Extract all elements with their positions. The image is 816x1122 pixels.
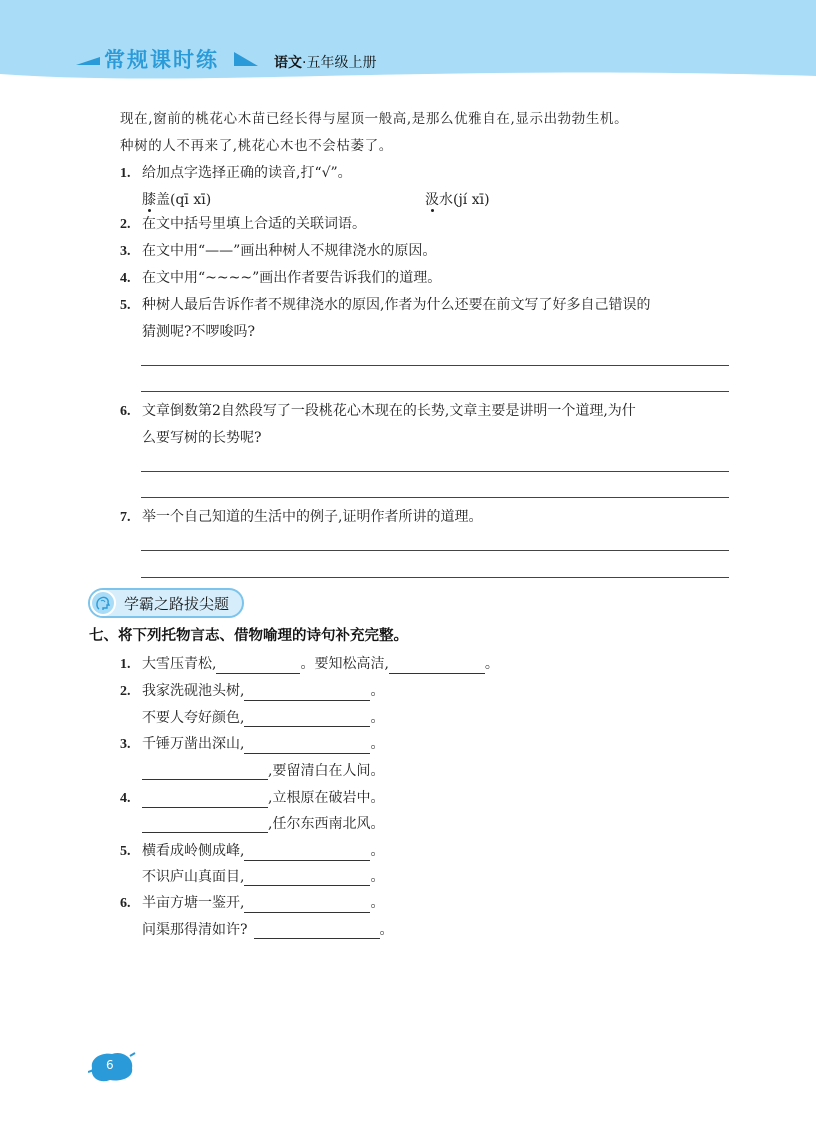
answer-line[interactable] — [141, 471, 729, 472]
poem-text: 。 — [484, 656, 499, 672]
poem-text: 。 — [370, 869, 385, 885]
fill-blank[interactable] — [389, 657, 485, 674]
fill-blank[interactable] — [142, 816, 268, 833]
brand-title: 常规课时练 — [104, 47, 219, 72]
badge-label: 学霸之路拔尖题 — [124, 595, 230, 613]
poem-text: 不要人夸好颜色, — [142, 710, 245, 726]
fill-blank[interactable] — [142, 791, 268, 808]
poem-text: 。 — [370, 895, 385, 911]
poem-text: 问渠那得清如许? — [142, 922, 248, 938]
question-text: 文章倒数第2自然段写了一段桃花心木现在的长势,文章主要是讲明一个道理,为什 — [142, 403, 636, 419]
poem-text: 我家洗砚池头树, — [142, 683, 245, 699]
brand-right-triangle — [234, 52, 258, 66]
question-1-option-b — [425, 191, 490, 209]
answer-line[interactable] — [141, 365, 729, 366]
item-number: 6. — [120, 896, 131, 911]
subject-name: 语文 — [274, 55, 302, 71]
item-number: 3. — [120, 737, 131, 752]
poem-text: 大雪压青松, — [142, 656, 217, 672]
grade-name: ·五年级上册 — [302, 55, 377, 71]
question-1 — [120, 164, 352, 183]
question-text: 在文中括号里填上合适的关联词语。 — [142, 216, 366, 232]
question-5 — [120, 296, 650, 315]
question-text: 在文中用“——”画出种树人不规律浇水的原因。 — [142, 243, 437, 259]
fill-blank[interactable] — [244, 896, 370, 913]
section-7-title: 七、将下列托物言志、借物喻理的诗句补充完整。 — [89, 628, 408, 644]
item-number: 2. — [120, 684, 131, 699]
question-3 — [120, 242, 436, 261]
poem-3a — [120, 735, 384, 754]
poem-text: 横看成岭侧成峰, — [142, 843, 245, 859]
passage-line-1: 现在,窗前的桃花心木苗已经长得与屋顶一般高,是那么优雅自在,显示出勃勃生机。 — [120, 111, 629, 127]
question-number: 5. — [120, 298, 131, 313]
fill-blank[interactable] — [254, 922, 380, 939]
question-text: 给加点字选择正确的读音,打“√”。 — [142, 165, 352, 181]
poem-3b — [142, 762, 384, 780]
item-number: 5. — [120, 844, 131, 859]
poem-text: 不识庐山真面目, — [142, 869, 245, 885]
poem-text: 。 — [370, 683, 385, 699]
question-6-cont: 么要写树的长势呢? — [142, 430, 262, 446]
poem-text: 。 — [379, 922, 394, 938]
poem-6b — [142, 921, 394, 939]
answer-line[interactable] — [141, 550, 729, 551]
question-text: 举一个自己知道的生活中的例子,证明作者所讲的道理。 — [142, 509, 483, 525]
page-number: 6 — [106, 1058, 114, 1072]
poem-text: 。 — [370, 843, 385, 859]
poem-text: 。要知松高洁, — [300, 656, 389, 672]
poem-text: ,要留清白在人间。 — [268, 763, 385, 779]
dotted-char: 汲 — [425, 192, 439, 208]
item-number: 4. — [120, 791, 131, 806]
poem-text: 。 — [370, 736, 385, 752]
poem-text: 。 — [370, 710, 385, 726]
poem-5a — [120, 842, 384, 861]
head-icon — [90, 590, 116, 616]
poem-4a — [120, 789, 384, 808]
poem-2a — [120, 682, 384, 701]
question-number: 4. — [120, 271, 131, 286]
fill-blank[interactable] — [244, 710, 370, 727]
poem-text: 千锤万凿出深山, — [142, 736, 245, 752]
answer-line[interactable] — [141, 497, 729, 498]
fill-blank[interactable] — [244, 737, 370, 754]
poem-text: ,任尔东西南北风。 — [268, 816, 385, 832]
pinyin-choice: 水(jí xī) — [439, 192, 490, 208]
question-text: 种树人最后告诉作者不规律浇水的原因,作者为什么还要在前文写了好多自己错误的 — [142, 297, 651, 313]
dotted-char: 膝 — [142, 192, 156, 208]
question-number: 2. — [120, 217, 131, 232]
passage-line-2: 种树的人不再来了,桃花心木也不会枯萎了。 — [120, 138, 393, 154]
fill-blank[interactable] — [244, 869, 370, 886]
poem-2b — [142, 709, 384, 727]
question-5-cont: 猜测呢?不啰唆吗? — [142, 324, 256, 340]
subject-label — [274, 52, 376, 72]
question-7 — [120, 508, 482, 527]
question-number: 1. — [120, 166, 131, 181]
question-6 — [120, 402, 636, 421]
brand-left-triangle — [76, 57, 100, 65]
question-number: 3. — [120, 244, 131, 259]
question-number: 7. — [120, 510, 131, 525]
poem-4b — [142, 815, 384, 833]
fill-blank[interactable] — [142, 763, 268, 780]
question-number: 6. — [120, 404, 131, 419]
fill-blank[interactable] — [216, 657, 300, 674]
question-1-option-a — [142, 191, 211, 209]
poem-1 — [120, 655, 499, 674]
poem-text: ,立根原在破岩中。 — [268, 790, 385, 806]
question-text: 在文中用“~~~~”画出作者要告诉我们的道理。 — [142, 270, 442, 286]
poem-6a — [120, 894, 384, 913]
item-number: 1. — [120, 657, 131, 672]
question-2 — [120, 215, 366, 234]
poem-text: 半亩方塘一鉴开, — [142, 895, 245, 911]
question-4 — [120, 269, 441, 288]
fill-blank[interactable] — [244, 844, 370, 861]
pinyin-choice: 盖(qī xī) — [156, 192, 212, 208]
poem-5b — [142, 868, 384, 886]
fill-blank[interactable] — [244, 684, 370, 701]
answer-line[interactable] — [141, 577, 729, 578]
answer-line[interactable] — [141, 391, 729, 392]
